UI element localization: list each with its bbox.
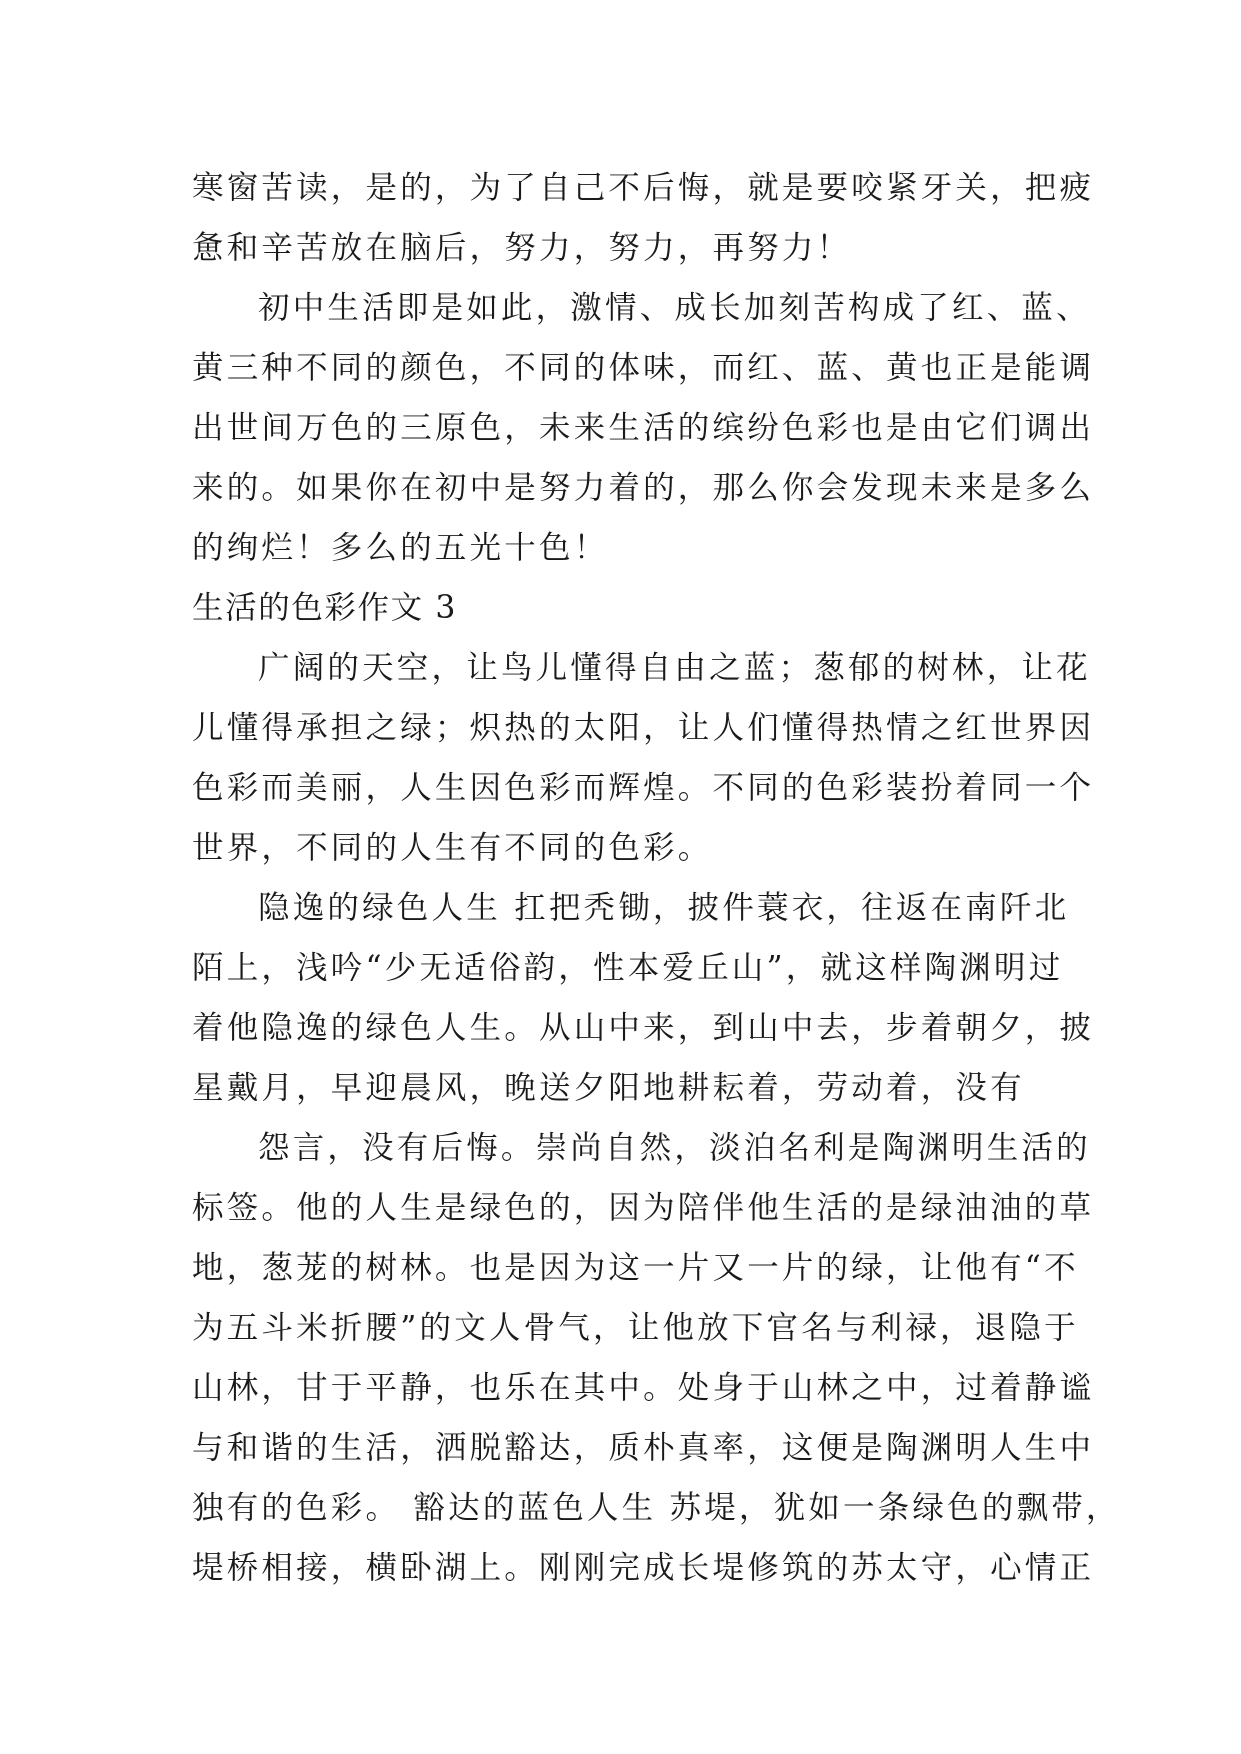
text-line: 陌上，浅吟“少无适俗韵，性本爱丘山”，就这样陶渊明过 (192, 950, 1064, 986)
text-line: 黄三种不同的颜色，不同的体味，而红、蓝、黄也正是能调 (192, 350, 1095, 386)
text-line: 寒窗苦读，是的，为了自己不后悔，就是要咬紧牙关，把疲 (192, 170, 1095, 206)
text-line: 来的。如果你在初中是努力着的，那么你会发现未来是多么 (192, 470, 1095, 506)
paragraph-start-line: 怨言，没有后悔。崇尚自然，淡泊名利是陶渊明生活的 (258, 1130, 1091, 1166)
text-line: 地，葱茏的树林。也是因为这一片又一片的绿，让他有“不 (192, 1250, 1079, 1286)
text-line: 山林，甘于平静，也乐在其中。处身于山林之中，过着静谧 (192, 1370, 1095, 1406)
text-line: 为五斗米折腰”的文人骨气，让他放下官名与利禄，退隐于 (192, 1310, 1079, 1346)
text-line: 独有的色彩。 豁达的蓝色人生 苏堤，犹如一条绿色的飘带， (192, 1490, 1121, 1526)
text-line: 世界，不同的人生有不同的色彩。 (192, 830, 713, 866)
paragraph-start-line: 广阔的天空，让鸟儿懂得自由之蓝；葱郁的树林，让花 (258, 650, 1091, 686)
text-line: 惫和辛苦放在脑后，努力，努力，再努力！ (192, 230, 852, 266)
text-line: 与和谐的生活，洒脱豁达，质朴真率，这便是陶渊明人生中 (192, 1430, 1095, 1466)
paragraph-start-line: 初中生活即是如此，激情、成长加刻苦构成了红、蓝、 (258, 290, 1091, 326)
text-line: 星戴月，早迎晨风，晚送夕阳地耕耘着，劳动着，没有 (192, 1070, 1025, 1106)
text-line: 色彩而美丽，人生因色彩而辉煌。不同的色彩装扮着同一个 (192, 770, 1095, 806)
text-line: 的绚烂！多么的五光十色！ (192, 530, 609, 566)
document-body (192, 158, 1121, 1598)
text-line: 儿懂得承担之绿；炽热的太阳，让人们懂得热情之红世界因 (192, 710, 1095, 746)
text-line: 堤桥相接，横卧湖上。刚刚完成长堤修筑的苏太守，心情正 (192, 1550, 1095, 1586)
text-line: 着他隐逸的绿色人生。从山中来，到山中去，步着朝夕，披 (192, 1010, 1095, 1046)
section-heading: 生活的色彩作文 3 (192, 590, 457, 626)
paragraph-start-line: 隐逸的绿色人生 扛把秃锄，披件蓑衣，往返在南阡北 (258, 890, 1070, 926)
text-line: 出世间万色的三原色，未来生活的缤纷色彩也是由它们调出 (192, 410, 1095, 446)
text-line: 标签。他的人生是绿色的，因为陪伴他生活的是绿油油的草 (192, 1190, 1095, 1226)
